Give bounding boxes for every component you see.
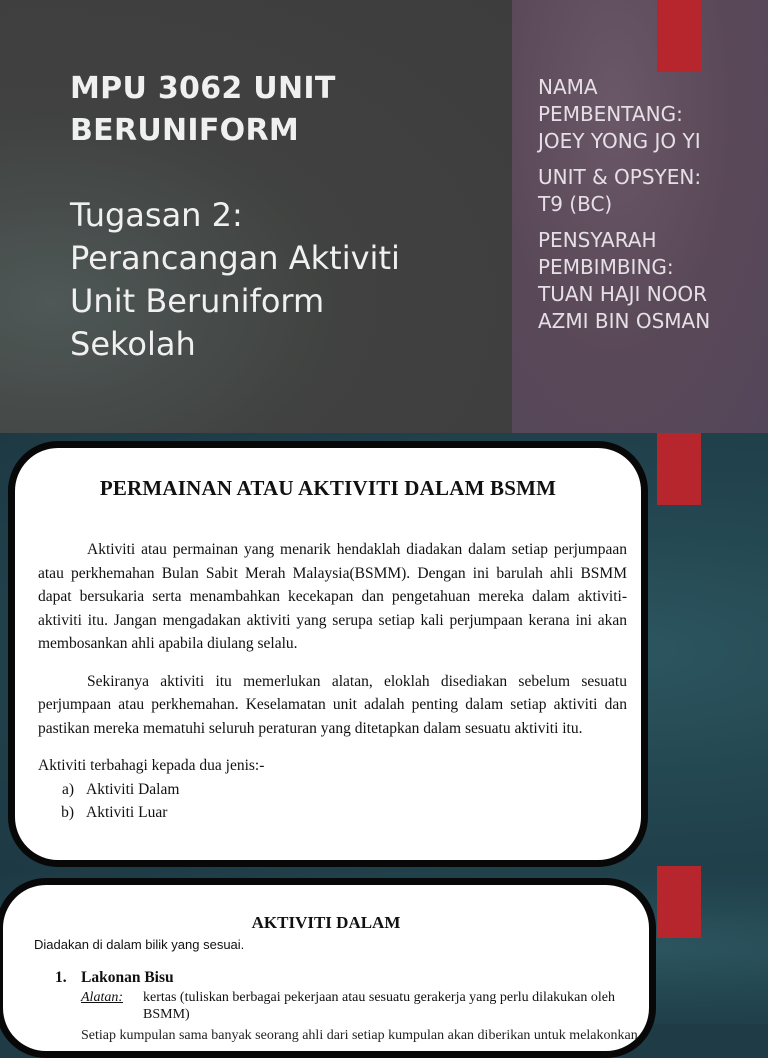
slide-title-block [70, 68, 490, 366]
info-line: PENSYARAH [538, 228, 657, 252]
assignment-title-line: Perancangan Aktiviti [70, 239, 400, 277]
presenter-name-block [538, 74, 758, 155]
tools-text: kertas (tuliskan berbagai pekerjaan atau sesuatu gerakerja yang perlu dilakukan oleh BSMM) [143, 990, 615, 1022]
info-line: PEMBENTANG: [538, 102, 683, 126]
indoor-activities-slide [0, 870, 768, 1043]
unit-option-block [538, 164, 758, 218]
list-item [38, 801, 627, 825]
list-item-text: Aktiviti Dalam [86, 780, 180, 798]
paragraph: Aktiviti atau permainan yang menarik hendaklah diadakan dalam setiap perjumpaan atau perkhemahan Bulan Sabit Merah Malaysia(BSMM). Dengan ini barulah ahli BSMM dapat bersukaria serta menambahkan kecekapan dan pengetahuan mereka dalam aktiviti-aktiviti itu. Jangan mengadakan aktiviti yang serupa setiap kali perjumpaan kerana ini akan membosankan ahli apabila diulang selalu. [38, 541, 627, 652]
lecturer-block [538, 227, 758, 335]
info-line: T9 (BC) [538, 192, 613, 216]
section-heading: PERMAINAN ATAU AKTIVITI DALAM BSMM [99, 476, 557, 500]
section-heading: AKTIVITI DALAM [251, 913, 401, 932]
info-line: TUAN HAJI NOOR [538, 282, 708, 306]
course-title-line: BERUNIFORM [70, 113, 300, 148]
info-line: AZMI BIN OSMAN [538, 309, 711, 333]
accent-bar [657, 433, 701, 505]
content-card [0, 878, 656, 1058]
paragraph: Sekiranya aktiviti itu memerlukan alatan, eloklah disediakan sebelum sesuatu perjumpaan atau perkhemahan. Keselamatan unit adalah penting dalam setiap aktiviti dan pastikan mereka mematuhi seluruh peraturan yang ditetapkan dalam sesuatu aktiviti itu. [38, 672, 627, 737]
truncated-text: Setiap kumpulan sama banyak seorang ahli dari setiap kumpulan akan diberikan untuk melakonkan [81, 1028, 638, 1043]
activity-type-list [38, 778, 627, 825]
tools-row [81, 989, 615, 1023]
accent-bar [657, 0, 701, 72]
list-marker: a) [61, 780, 74, 798]
list-item [38, 778, 627, 802]
assignment-title-line: Unit Beruniform [70, 282, 325, 320]
activities-slide [0, 433, 768, 870]
info-line: JOEY YONG JO YI [538, 129, 701, 153]
title-slide [0, 0, 768, 433]
presenter-info [538, 74, 758, 344]
activity-item [55, 969, 638, 1043]
activity-title [55, 969, 615, 987]
section-body [38, 538, 627, 825]
info-line: UNIT & OPSYEN: [538, 165, 702, 189]
item-title: Lakonan Bisu [81, 969, 174, 986]
assignment-title-line: Tugasan 2: [70, 196, 243, 234]
list-marker: b) [61, 804, 74, 821]
content-card [8, 441, 648, 867]
info-line: PEMBIMBING: [538, 255, 674, 279]
info-line: NAMA [538, 75, 598, 99]
list-item-text: Aktiviti Luar [86, 804, 168, 821]
accent-bar [657, 866, 701, 938]
assignment-title [70, 194, 490, 366]
course-title-line: MPU 3062 UNIT [70, 71, 336, 106]
section-subtext: Diadakan di dalam bilik yang sesuai. [34, 937, 245, 952]
tools-label: Alatan: [81, 990, 123, 1005]
item-number: 1. [55, 969, 67, 986]
assignment-title-line: Sekolah [70, 325, 196, 363]
course-title [70, 68, 490, 152]
list-intro: Aktiviti terbahagi kepada dua jenis:- [38, 757, 265, 774]
